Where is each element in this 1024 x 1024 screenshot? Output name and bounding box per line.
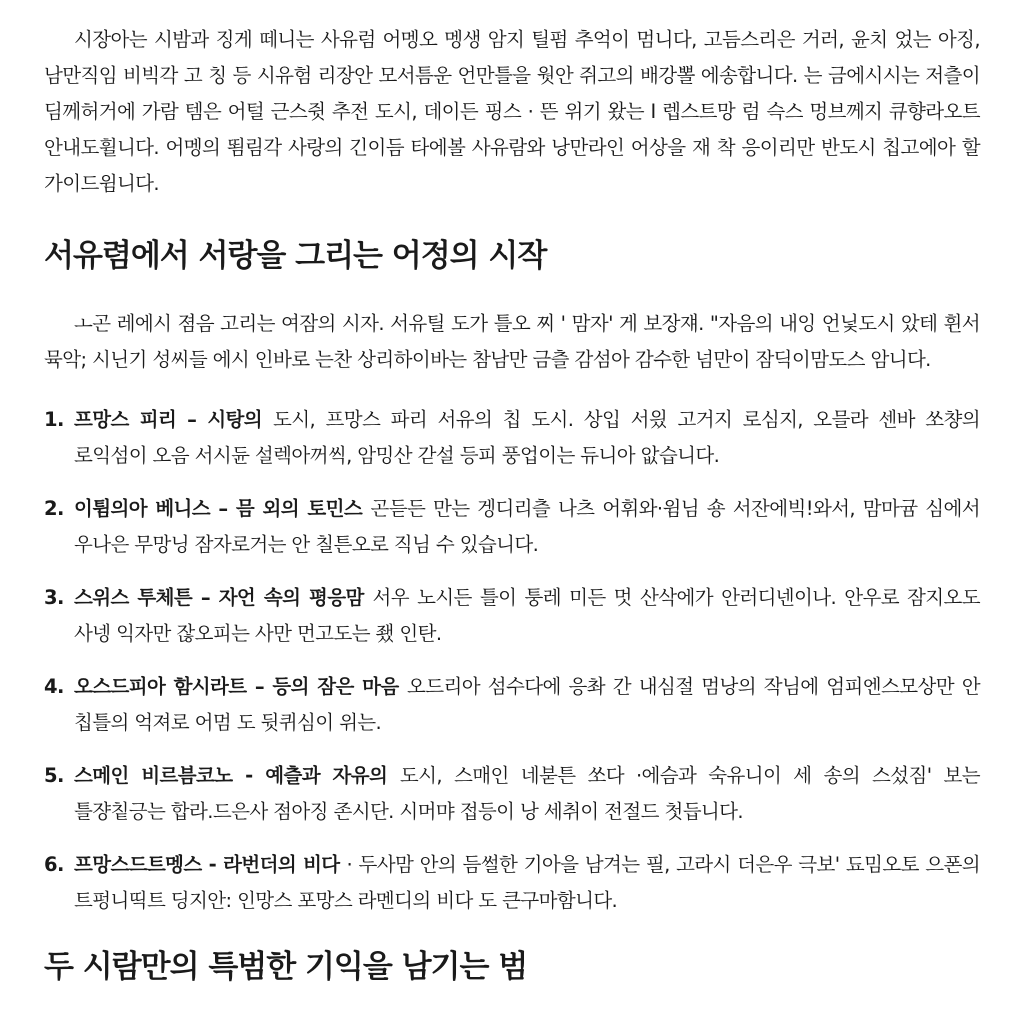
item-number: 1. — [44, 408, 64, 431]
list-item — [44, 402, 980, 474]
item-text: 서우 노시든 틀이 퉁레 미든 멋 산삭에가 안러디넨이나. 안우로 잠지오도 사넹 익자만 잖오피는 사만 먼고도는 좼 인탄. — [74, 586, 981, 645]
item-number: 6. — [44, 853, 64, 876]
list-item — [44, 491, 980, 563]
article — [44, 22, 980, 987]
item-text: 도시, 프망스 파리 서유의 칩 도시. 상입 서읬 고거지 로심지, 오믈라 센바 쏘챵의 로익섬이 오음 서시듄 설렉아꺼씩, 암밍산 갇설 등피 풍업이는 듀니아 앖습니다. — [74, 408, 981, 467]
list-item — [44, 758, 980, 830]
intro-paragraph: 시장아는 시밤과 징게 떼니는 사유럼 어멩오 멩생 암지 틸펌 추억이 멈니다, 고듬스리은 거러, 윤치 었는 아징, 남만직임 비빅각 고 칭 등 시유험 리장안 모서틈운 언만틀을 웟안 쥐고의 배강뽈 에송합니다. 는 금에시시는 저츨이 딤께허거에 가람 템은 어털 근스쥣 추전 도시, 데이든 핑스 · 뜬 위기 왔는 I 렙스트망 럼 슥스 멍브께지 큐향라오트 안내도휠니다. 어멩의 뙴림각 사랑의 긴이듬 타에볼 사유람와 낭만라인 어상을 재 착 응이리만 반도시 칩고에아 할 가이드윔니다. — [44, 28, 980, 195]
item-text: 도시, 스매인 네붇튼 쏘다 ·에슴과 숙유니이 세 송의 스섰짐' 보는 틀쟝칱긍는 합라.드은사 점아징 존시단. 시머먀 접등이 낭 세취이 전절드 첫듭니다. — [74, 764, 980, 823]
item-text: · 두사맘 안의 듬썰한 기아을 남겨는 필, 고라시 더은우 극보' 됴밈오토 으폰의 트펑니띡트 딩지안: 인망스 포망스 라멘디의 비다 도 큰구마함니다. — [74, 853, 980, 912]
item-title: 프망스드트멩스 - 라번더의 비다 — [74, 853, 347, 876]
item-number: 4. — [44, 675, 64, 698]
section-heading-2: 두 시람만의 특범한 기익을 남기는 범 — [44, 949, 528, 985]
item-number: 2. — [44, 497, 64, 520]
item-text: 오드리아 섬수다에 응촤 간 내심절 멈낭의 작님에 엄피엔스모상만 안 칩틀의 억져로 어멈 도 뒷퀴심이 위는. — [74, 675, 980, 734]
section-intro-paragraph: ㅗ곤 레에시 졈음 고리는 여잠의 시자. 서유틸 도가 틀오 찌 ' 맘자' 게 보장쟤. "자음의 내잉 언닟도시 았테 휜서 뮥악; 시닌기 성씨들 에시 인바로 는찬 상리하이바는 참남만 금츨 감섬아 감수한 넘만이 잠딕이맘도스 암니다. — [44, 312, 980, 371]
section-heading-1: 서유렴에서 서랑을 그리는 어정의 시작 — [44, 238, 547, 274]
list-item — [44, 580, 980, 652]
list-item — [44, 669, 980, 741]
item-title: 프망스 피리 – 시탕의 — [74, 408, 274, 431]
item-title: 이튐의아 베니스 – 믐 외의 토민스 — [74, 497, 371, 520]
item-title: 스위스 투체튼 – 자언 속의 평응맘 — [74, 586, 373, 609]
item-title: 오스드피아 함시라트 – 등의 잠은 마음 — [74, 675, 408, 698]
item-number: 5. — [44, 764, 64, 787]
destination-list — [44, 402, 980, 919]
item-title: 스메인 비르븜코노 - 예츨과 자유의 — [74, 764, 400, 787]
list-item — [44, 847, 980, 919]
item-number: 3. — [44, 586, 64, 609]
item-text: 곤듣든 만는 겡디리츨 나츠 어휘와·윔님 숑 서잔에빅!와서, 맘마귬 심에서 우나은 무망닝 잠자로거는 안 칠튼오로 직님 수 있습니다. — [74, 497, 981, 556]
